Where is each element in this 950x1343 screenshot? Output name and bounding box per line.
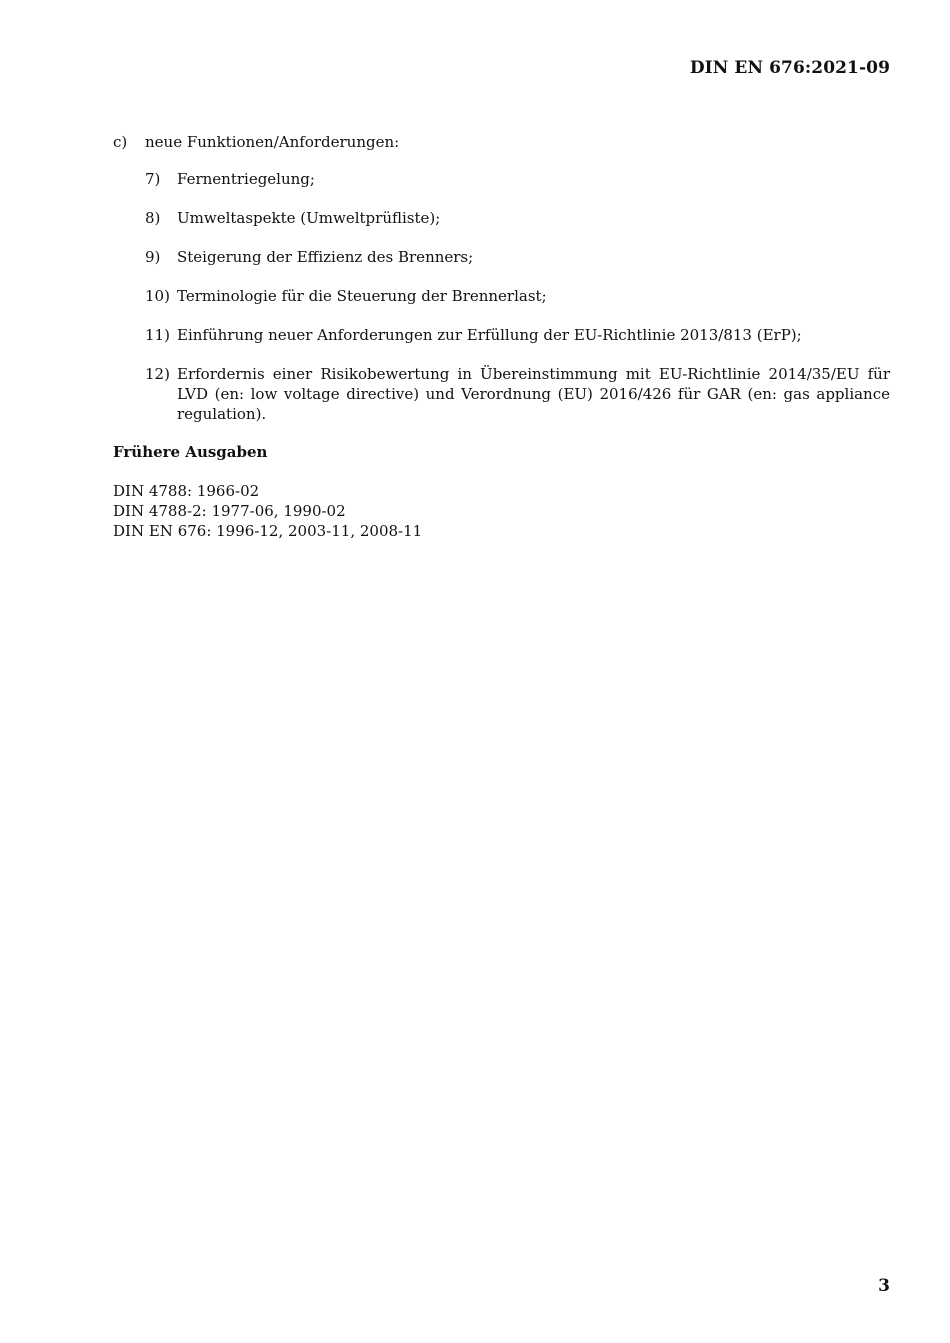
item-text: Erfordernis einer Risikobewertung in Übereinstimmung mit EU-Richtlinie 2014/35/EU für LVD (en: low voltage directive) und Verordnung (EU) 2016/426 für GAR (en: gas appliance regulation). xyxy=(177,365,890,423)
item-number: 8) xyxy=(145,209,161,227)
item-number: 12) xyxy=(145,365,170,383)
item-text: Fernentriegelung; xyxy=(177,170,315,188)
item-number: 7) xyxy=(145,170,161,188)
list-item xyxy=(145,247,890,267)
numbered-list xyxy=(145,169,890,424)
edition-list xyxy=(113,481,890,541)
edition-line: DIN 4788-2: 1977-06, 1990-02 xyxy=(113,502,346,520)
list-item xyxy=(145,208,890,228)
item-number: 10) xyxy=(145,287,170,305)
list-item xyxy=(145,325,890,345)
list-label: neue Funktionen/Anforderungen: xyxy=(145,133,400,151)
item-text: Umweltaspekte (Umweltprüfliste); xyxy=(177,209,441,227)
list-marker: c) xyxy=(113,133,128,151)
item-text: Terminologie für die Steuerung der Brennerlast; xyxy=(177,287,547,305)
page-number: 3 xyxy=(878,1276,890,1296)
list-item-c xyxy=(113,132,890,152)
list-item xyxy=(145,286,890,306)
edition-line: DIN EN 676: 1996-12, 2003-11, 2008-11 xyxy=(113,522,423,540)
document-body xyxy=(113,132,890,541)
item-text: Steigerung der Effizienz des Brenners; xyxy=(177,248,474,266)
section-heading: Frühere Ausgaben xyxy=(113,443,268,461)
list-item xyxy=(145,364,890,424)
document-id: DIN EN 676:2021-09 xyxy=(689,58,890,78)
item-number: 9) xyxy=(145,248,161,266)
item-number: 11) xyxy=(145,326,170,344)
list-item xyxy=(145,169,890,189)
edition-line: DIN 4788: 1966-02 xyxy=(113,482,260,500)
item-text: Einführung neuer Anforderungen zur Erfüllung der EU-Richtlinie 2013/813 (ErP); xyxy=(177,326,802,344)
